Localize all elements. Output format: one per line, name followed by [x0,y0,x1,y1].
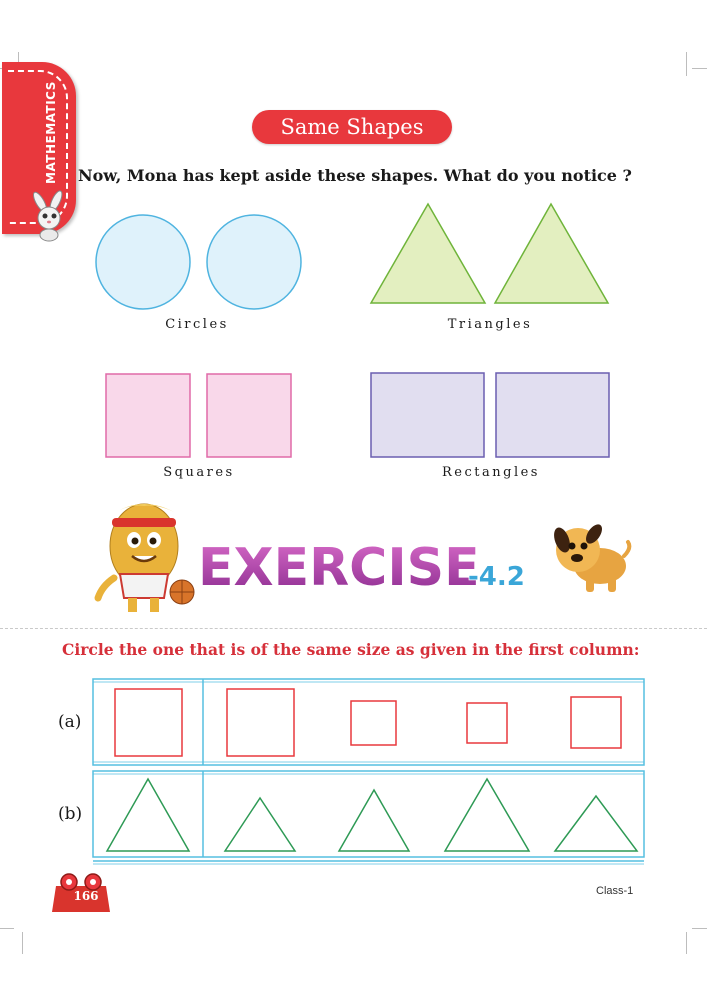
row-b-label: (b) [58,804,83,824]
exercise-instruction: Circle the one that is of the same size as given in the first column: [62,640,640,659]
squares-label: Squares [163,465,235,480]
page-title: Same Shapes [252,110,452,144]
rectangles-label: Rectangles [442,465,540,480]
exercise-word: EXERCISE [198,538,480,598]
circles-label: Circles [165,317,229,332]
option-square[interactable] [467,703,507,743]
option-triangle[interactable] [225,798,295,851]
option-triangle[interactable] [445,779,529,851]
option-triangle[interactable] [555,796,637,851]
exercise-number: -4.2 [468,562,525,592]
page-number: 166 [73,889,99,903]
triangles-label: Triangles [447,317,533,332]
option-square[interactable] [227,689,294,756]
row-a-frame [93,679,644,765]
question-text: Now, Mona has kept aside these shapes. What do you notice ? [78,166,632,185]
reference-triangle[interactable] [107,779,189,851]
option-square[interactable] [351,701,396,745]
class-label: Class-1 [596,885,634,897]
row-b-frame [93,771,644,857]
row-a-label: (a) [58,712,82,732]
reference-square[interactable] [115,689,182,756]
subject-label: MATHEMATICS [44,81,58,184]
option-triangle[interactable] [339,790,409,851]
option-square[interactable] [571,697,621,748]
